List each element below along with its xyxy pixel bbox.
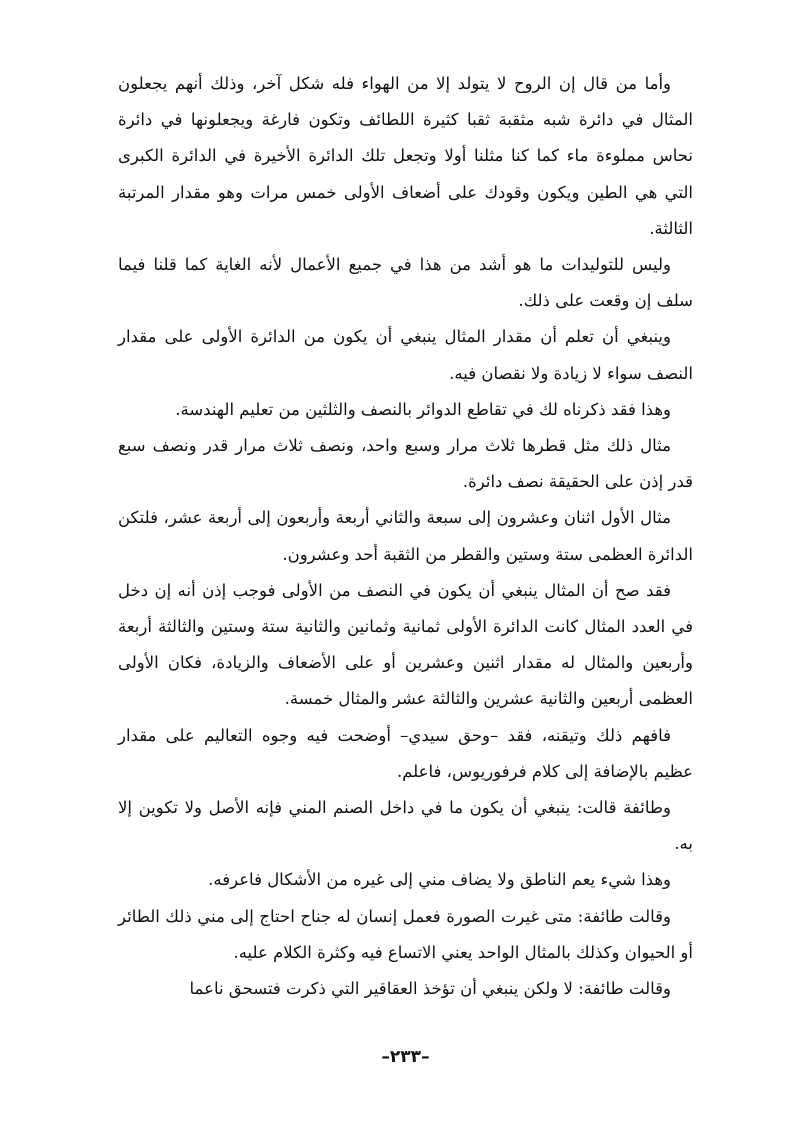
paragraph-8: فافهم ذلك وتيقنه، فقد –وحق سيدي– أوضحت فيه وجوه التعاليم على مقدار عظيم بالإضافة إلى كلام فرفوريوس، فاعلم. xyxy=(118,725,693,781)
paragraph-3: وينبغي أن تعلم أن مقدار المثال ينبغي أن يكون من الدائرة الأولى على مقدار النصف سواء لا زيادة ولا نقصان فيه. xyxy=(118,327,693,383)
paragraph-6: مثال الأول اثنان وعشرون إلى سبعة والثاني أربعة وأربعون إلى أربعة عشر، فلتكن الدائرة العظمى ستة وستين والقطر من الثقبة أحد وعشرون. xyxy=(118,508,693,564)
paragraph-11: وقالت طائفة: متى غيرت الصورة فعمل إنسان له جناح احتاج إلى مني ذلك الطائر أو الحيوان وكذلك بالمثال الواحد يعني الاتساع فيه وكثرة الكلام عليه. xyxy=(118,906,693,962)
paragraph-5: مثال ذلك مثل قطرها ثلاث مرار وسبع واحد، ونصف ثلاث مرار قدر ونصف سبع قدر إذن على الحقيقة نصف دائرة. xyxy=(118,436,693,492)
page-body xyxy=(118,66,693,1066)
paragraph-4: وهذا فقد ذكرناه لك في تقاطع الدوائر بالنصف والثلثين من تعليم الهندسة. xyxy=(175,399,671,419)
paragraph-12: وقالت طائفة: لا ولكن ينبغي أن تؤخذ العقاقير التي ذكرت فتسحق ناعما xyxy=(189,979,671,999)
paragraph-1: وأما من قال إن الروح لا يتولد إلا من الهواء فله شكل آخر، وذلك أنهم يجعلون المثال في دائرة شبه مثقبة ثقبا كثيرة اللطائف وتكون فارغة ويجعلونها في دائرة نحاس مملوءة ماء كما كنا مثلنا أولا وتجعل تلك الدائرة الأخيرة في الدائرة الكبرى التي هي الطين ويكون وقودك على أضعاف الأولى خمس مرات وهو مقدار المرتبة الثالثة. xyxy=(118,74,693,238)
page-number: –٢٣٣– xyxy=(381,1047,430,1067)
paragraph-10: وهذا شيء يعم الناطق ولا يضاف مني إلى غيره من الأشكال فاعرفه. xyxy=(208,870,671,890)
paragraph-7: فقد صح أن المثال ينبغي أن يكون في النصف من الأولى فوجب إذن أنه إن دخل في العدد المثال كانت الدائرة الأولى ثمانية وثمانين والثانية ستة وستين والثالثة أربعة وأربعين والمثال له مقدار اثنين وعشرين أو على الأضعاف والزيادة، فكان الأولى العظمى أربعين والثانية عشرين والثالثة عشر والمثال خمسة. xyxy=(118,580,693,709)
paragraph-9: وطائفة قالت: ينبغي أن يكون ما في داخل الصنم المني فإنه الأصل ولا تكوين إلا به. xyxy=(118,798,693,854)
paragraph-2: وليس للتوليدات ما هو أشد من هذا في جميع الأعمال لأنه الغاية كما قلنا فيما سلف إن وقعت على ذلك. xyxy=(118,255,693,311)
